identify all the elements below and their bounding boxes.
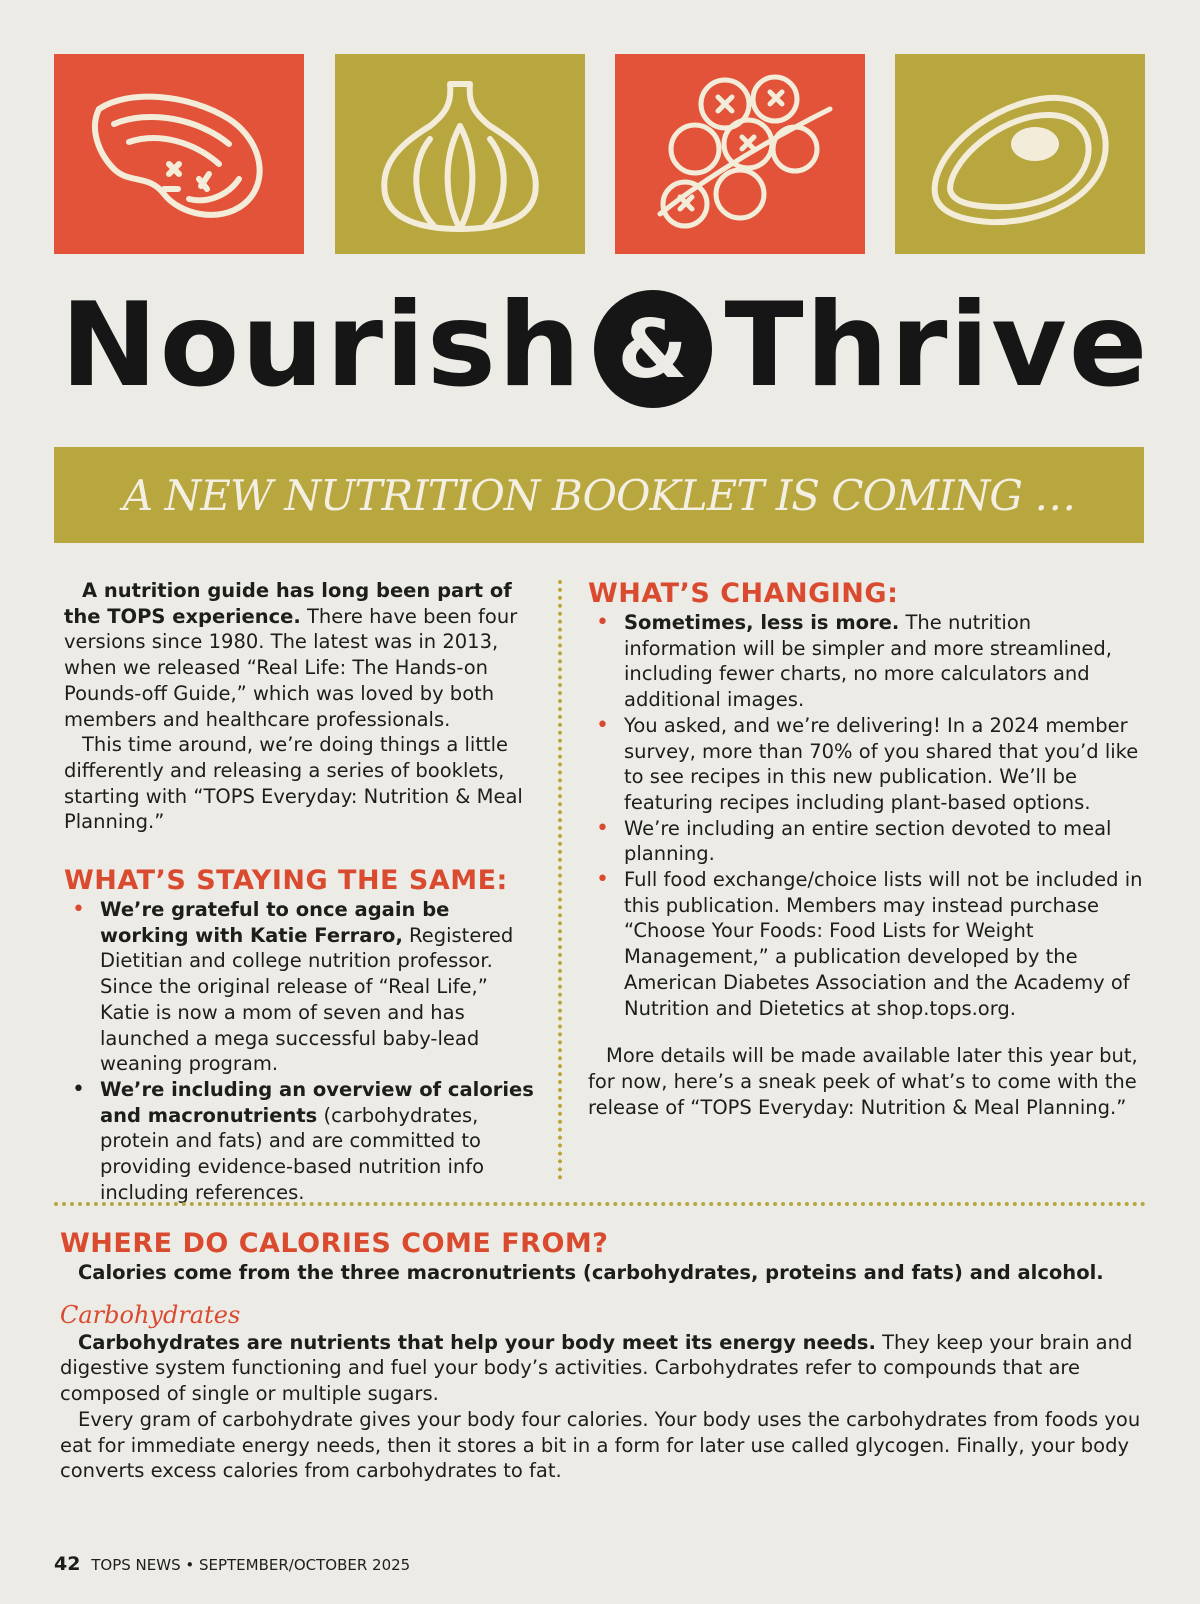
changing-list <box>588 610 1148 1021</box>
page-title <box>50 270 1160 420</box>
staying-same-heading: WHAT’S STAYING THE SAME: <box>64 865 508 897</box>
bullet-bold: We’re grateful to once again be working with Katie Ferraro, <box>100 898 450 947</box>
ampersand: & <box>617 302 690 396</box>
bullet-text: (carbohydrates, protein and fats) and are committed to providing evidence-based nutrition info including references. <box>100 1103 485 1204</box>
cherry-tomatoes-icon <box>630 64 850 244</box>
calories-section <box>60 1228 1145 1484</box>
list-item <box>588 610 1148 713</box>
list-item: • We’re including an entire section devoted to meal planning. <box>588 816 1148 867</box>
calories-lead-text: Calories come from the three macronutrients (carbohydrates, proteins and fats) and alcohol. <box>78 1261 1104 1284</box>
intro-rest: There have been four versions since 1980. The latest was in 2013, when we released “Real Life: The Hands-on Pounds-off Guide,” which was loved by both members and healthcare professionals. <box>64 604 518 731</box>
avocado-tile <box>895 54 1145 254</box>
garlic-icon <box>350 64 570 244</box>
intro-bold: A nutrition guide has long been part of the TOPS experience. <box>64 579 512 628</box>
banner-text: A NEW NUTRITION BOOKLET IS COMING … <box>122 470 1076 520</box>
left-column <box>64 578 542 1205</box>
page-number: 42 <box>54 1553 81 1575</box>
carbs-bold: Carbohydrates are nutrients that help your body meet its energy needs. <box>78 1330 876 1354</box>
ampersand-badge <box>594 290 712 408</box>
bullet-text: The nutrition information will be simpler and more streamlined, including fewer charts, no more calculators and additional images. <box>624 611 1112 712</box>
bullet-bold: Sometimes, less is more. <box>624 611 900 634</box>
avocado-icon <box>910 64 1130 244</box>
calories-lead <box>60 1260 1145 1286</box>
carbs-paragraph-1 <box>60 1330 1145 1407</box>
tomatoes-tile <box>615 54 865 254</box>
carbohydrates-subheading: Carbohydrates <box>60 1300 241 1329</box>
title-thrive: Thrive <box>724 277 1150 413</box>
right-column <box>588 578 1148 1120</box>
subtitle-banner <box>54 447 1144 543</box>
staying-same-list <box>64 897 542 1205</box>
carbs-rest: They keep your brain and digestive system functioning and fuel your body’s activities. Carbohydrates refer to compounds that are composed of single or multiple sugars. <box>60 1330 1133 1406</box>
bullet-bold: We’re including an overview of calories and macronutrients <box>100 1077 534 1127</box>
calories-heading: WHERE DO CALORIES COME FROM? <box>60 1228 609 1259</box>
column-divider <box>558 580 562 1180</box>
bullet-text: Registered Dietitian and college nutrition professor. Since the original release of “Real Life,” Katie is now a mom of seven and has launched a mega successful baby-lead weaning program. <box>100 923 514 1076</box>
list-item: • You asked, and we’re delivering! In a 2024 member survey, more than 70% of you shared that you’d like to see recipes in this new publication. We’ll be featuring recipes including plant-based options. <box>588 713 1148 816</box>
title-nourish: Nourish <box>60 277 583 413</box>
page-footer <box>54 1553 410 1575</box>
list-item: • Full food exchange/choice lists will not be included in this publication. Members may instead purchase “Choose Your Foods: Food Lists for Weight Management,” a publication developed by the American Diabetes Association and the Academy of Nutrition and Dietetics at shop.tops.org. <box>588 867 1148 1021</box>
carbs-paragraph-2: Every gram of carbohydrate gives your body four calories. Your body uses the carbohydrates from foods you eat for immediate energy needs, then it stores a bit in a form for later use called glycogen. Finally, your body converts excess calories from carbohydrates to fat. <box>60 1407 1141 1483</box>
garlic-tile <box>335 54 585 254</box>
salmon-steak-icon <box>69 64 289 244</box>
list-item <box>64 897 542 1077</box>
salmon-tile <box>54 54 304 254</box>
list-item <box>64 1077 542 1206</box>
second-paragraph: This time around, we’re doing things a little differently and releasing a series of booklets, starting with “TOPS Everyday: Nutrition & Meal Planning.” <box>64 733 523 834</box>
changing-heading: WHAT’S CHANGING: <box>588 578 899 609</box>
section-divider <box>54 1202 1146 1206</box>
intro-paragraph <box>64 578 542 732</box>
closing-paragraph: More details will be made available later this year but, for now, here’s a sneak peek of what’s to come with the release of “TOPS Everyday: Nutrition & Meal Planning.” <box>588 1044 1138 1119</box>
publication-line: TOPS NEWS • SEPTEMBER/OCTOBER 2025 <box>91 1556 411 1574</box>
